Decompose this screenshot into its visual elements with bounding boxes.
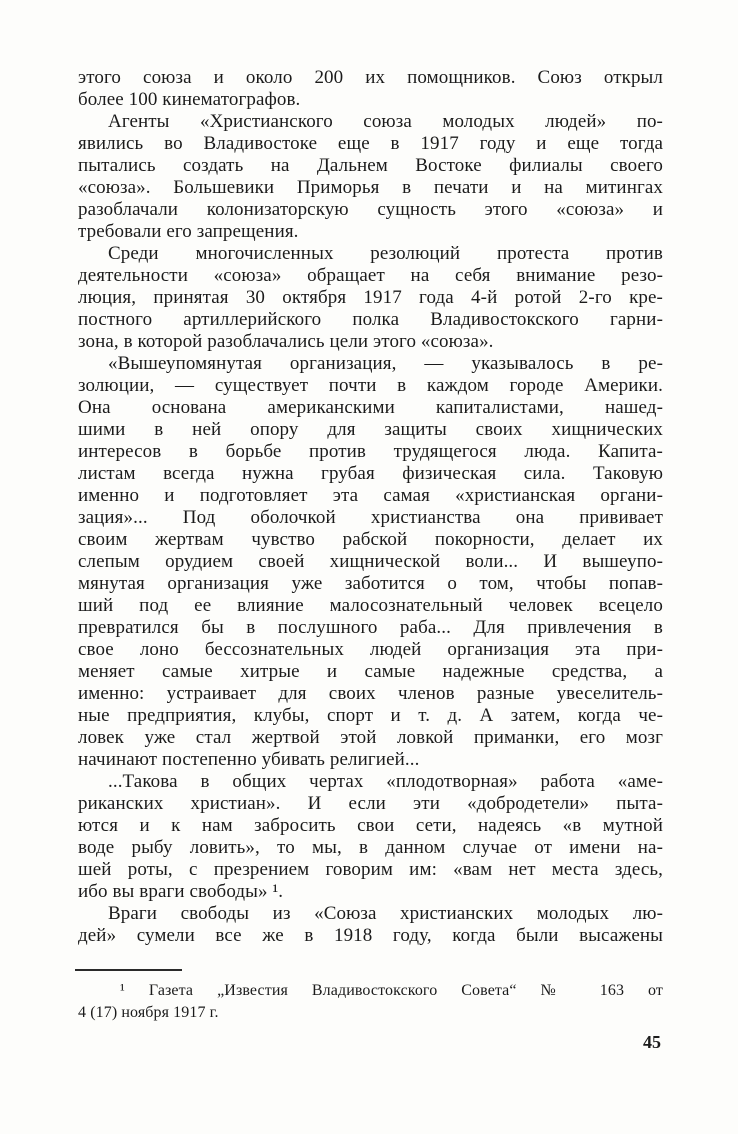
text-line: шими в ней опору для защиты своих хищнических <box>78 419 663 440</box>
text-line: этого союза и около 200 их помощников. Союз открыл <box>78 67 663 88</box>
text-line: шей роты, с презрением говорим им: «вам нет места здесь, <box>78 859 663 880</box>
text-line: пытались создать на Дальнем Востоке филиалы своего <box>78 155 663 176</box>
text-line: ются и к нам забросить свои сети, надеясь «в мутной <box>78 815 663 836</box>
text-line: ибо вы враги свободы» ¹. <box>78 881 284 902</box>
text-line: Враги свободы из «Союза христианских молодых лю- <box>108 903 663 924</box>
text-line: «Вышеупомянутая организация, — указывалось в ре- <box>108 353 663 374</box>
text-line: требовали его запрещения. <box>78 221 299 242</box>
text-line: дей» сумели все же в 1918 году, когда были высажены <box>78 925 663 946</box>
text-line: мянутая организация уже заботится о том, чтобы попав- <box>78 573 663 594</box>
text-line: «союза». Большевики Приморья в печати и на митингах <box>78 177 663 198</box>
text-line: ший под ее влияние малосознательный человек всецело <box>78 595 663 616</box>
text-line: интересов в борьбе против трудящегося люда. Капита- <box>78 441 663 462</box>
text-line: постного артиллерийского полка Владивостокского гарни- <box>78 309 663 330</box>
text-line: меняет самые хитрые и самые надежные средства, а <box>78 661 663 682</box>
footnote <box>78 980 663 1024</box>
text-line: риканских христиан». И если эти «добродетели» пыта- <box>78 793 663 814</box>
text-line: листам всегда нужна грубая физическая сила. Таковую <box>78 463 663 484</box>
text-line: деятельности «союза» обращает на себя внимание резо- <box>78 265 663 286</box>
text-line: ные предприятия, клубы, спорт и т. д. А затем, когда че- <box>78 705 663 726</box>
text-line: начинают постепенно убивать религией... <box>78 749 420 770</box>
text-line: золюции, — существует почти в каждом городе Америки. <box>78 375 663 396</box>
text-line: слепым орудием своей хищнической воли... И вышеупо- <box>78 551 663 572</box>
body-text <box>78 67 663 947</box>
text-line: зона, в которой разоблачались цели этого «союза». <box>78 331 494 352</box>
text-line: Среди многочисленных резолюций протеста против <box>108 243 663 264</box>
footnote-line: 4 (17) ноября 1917 г. <box>78 1004 219 1021</box>
text-line: разоблачали колонизаторскую сущность этого «союза» и <box>78 199 663 220</box>
text-line: люция, принятая 30 октября 1917 года 4-й ротой 2-го кре- <box>78 287 663 308</box>
text-line: зация»... Под оболочкой христианства она прививает <box>78 507 663 528</box>
text-line: своим жертвам чувство рабской покорности, делает их <box>78 529 663 550</box>
page-number: 45 <box>643 1032 661 1052</box>
text-line: именно и подготовляет эта самая «христианская органи- <box>78 485 663 506</box>
text-line: ловек уже стал жертвой этой ловкой приманки, его мозг <box>78 727 663 748</box>
text-line: явились во Владивостоке еще в 1917 году и еще тогда <box>78 133 663 154</box>
text-line: Агенты «Христианского союза молодых людей» по- <box>108 111 663 132</box>
text-line: воде рыбу ловить», то мы, в данном случае от имени на- <box>78 837 663 858</box>
text-line: свое лоно бессознательных людей организация эта при- <box>78 639 663 660</box>
footnote-line: ¹ Газета „Известия Владивостокского Совета“ № 163 от <box>120 982 663 999</box>
footnote-separator <box>75 969 182 971</box>
text-line: ...Такова в общих чертах «плодотворная» работа «аме- <box>108 771 663 792</box>
text-line: именно: устраивает для своих членов разные увеселитель- <box>78 683 663 704</box>
text-line: Она основана американскими капиталистами, нашед- <box>78 397 663 418</box>
text-line: более 100 кинематографов. <box>78 89 301 110</box>
text-line: превратился бы в послушного раба... Для привлечения в <box>78 617 663 638</box>
